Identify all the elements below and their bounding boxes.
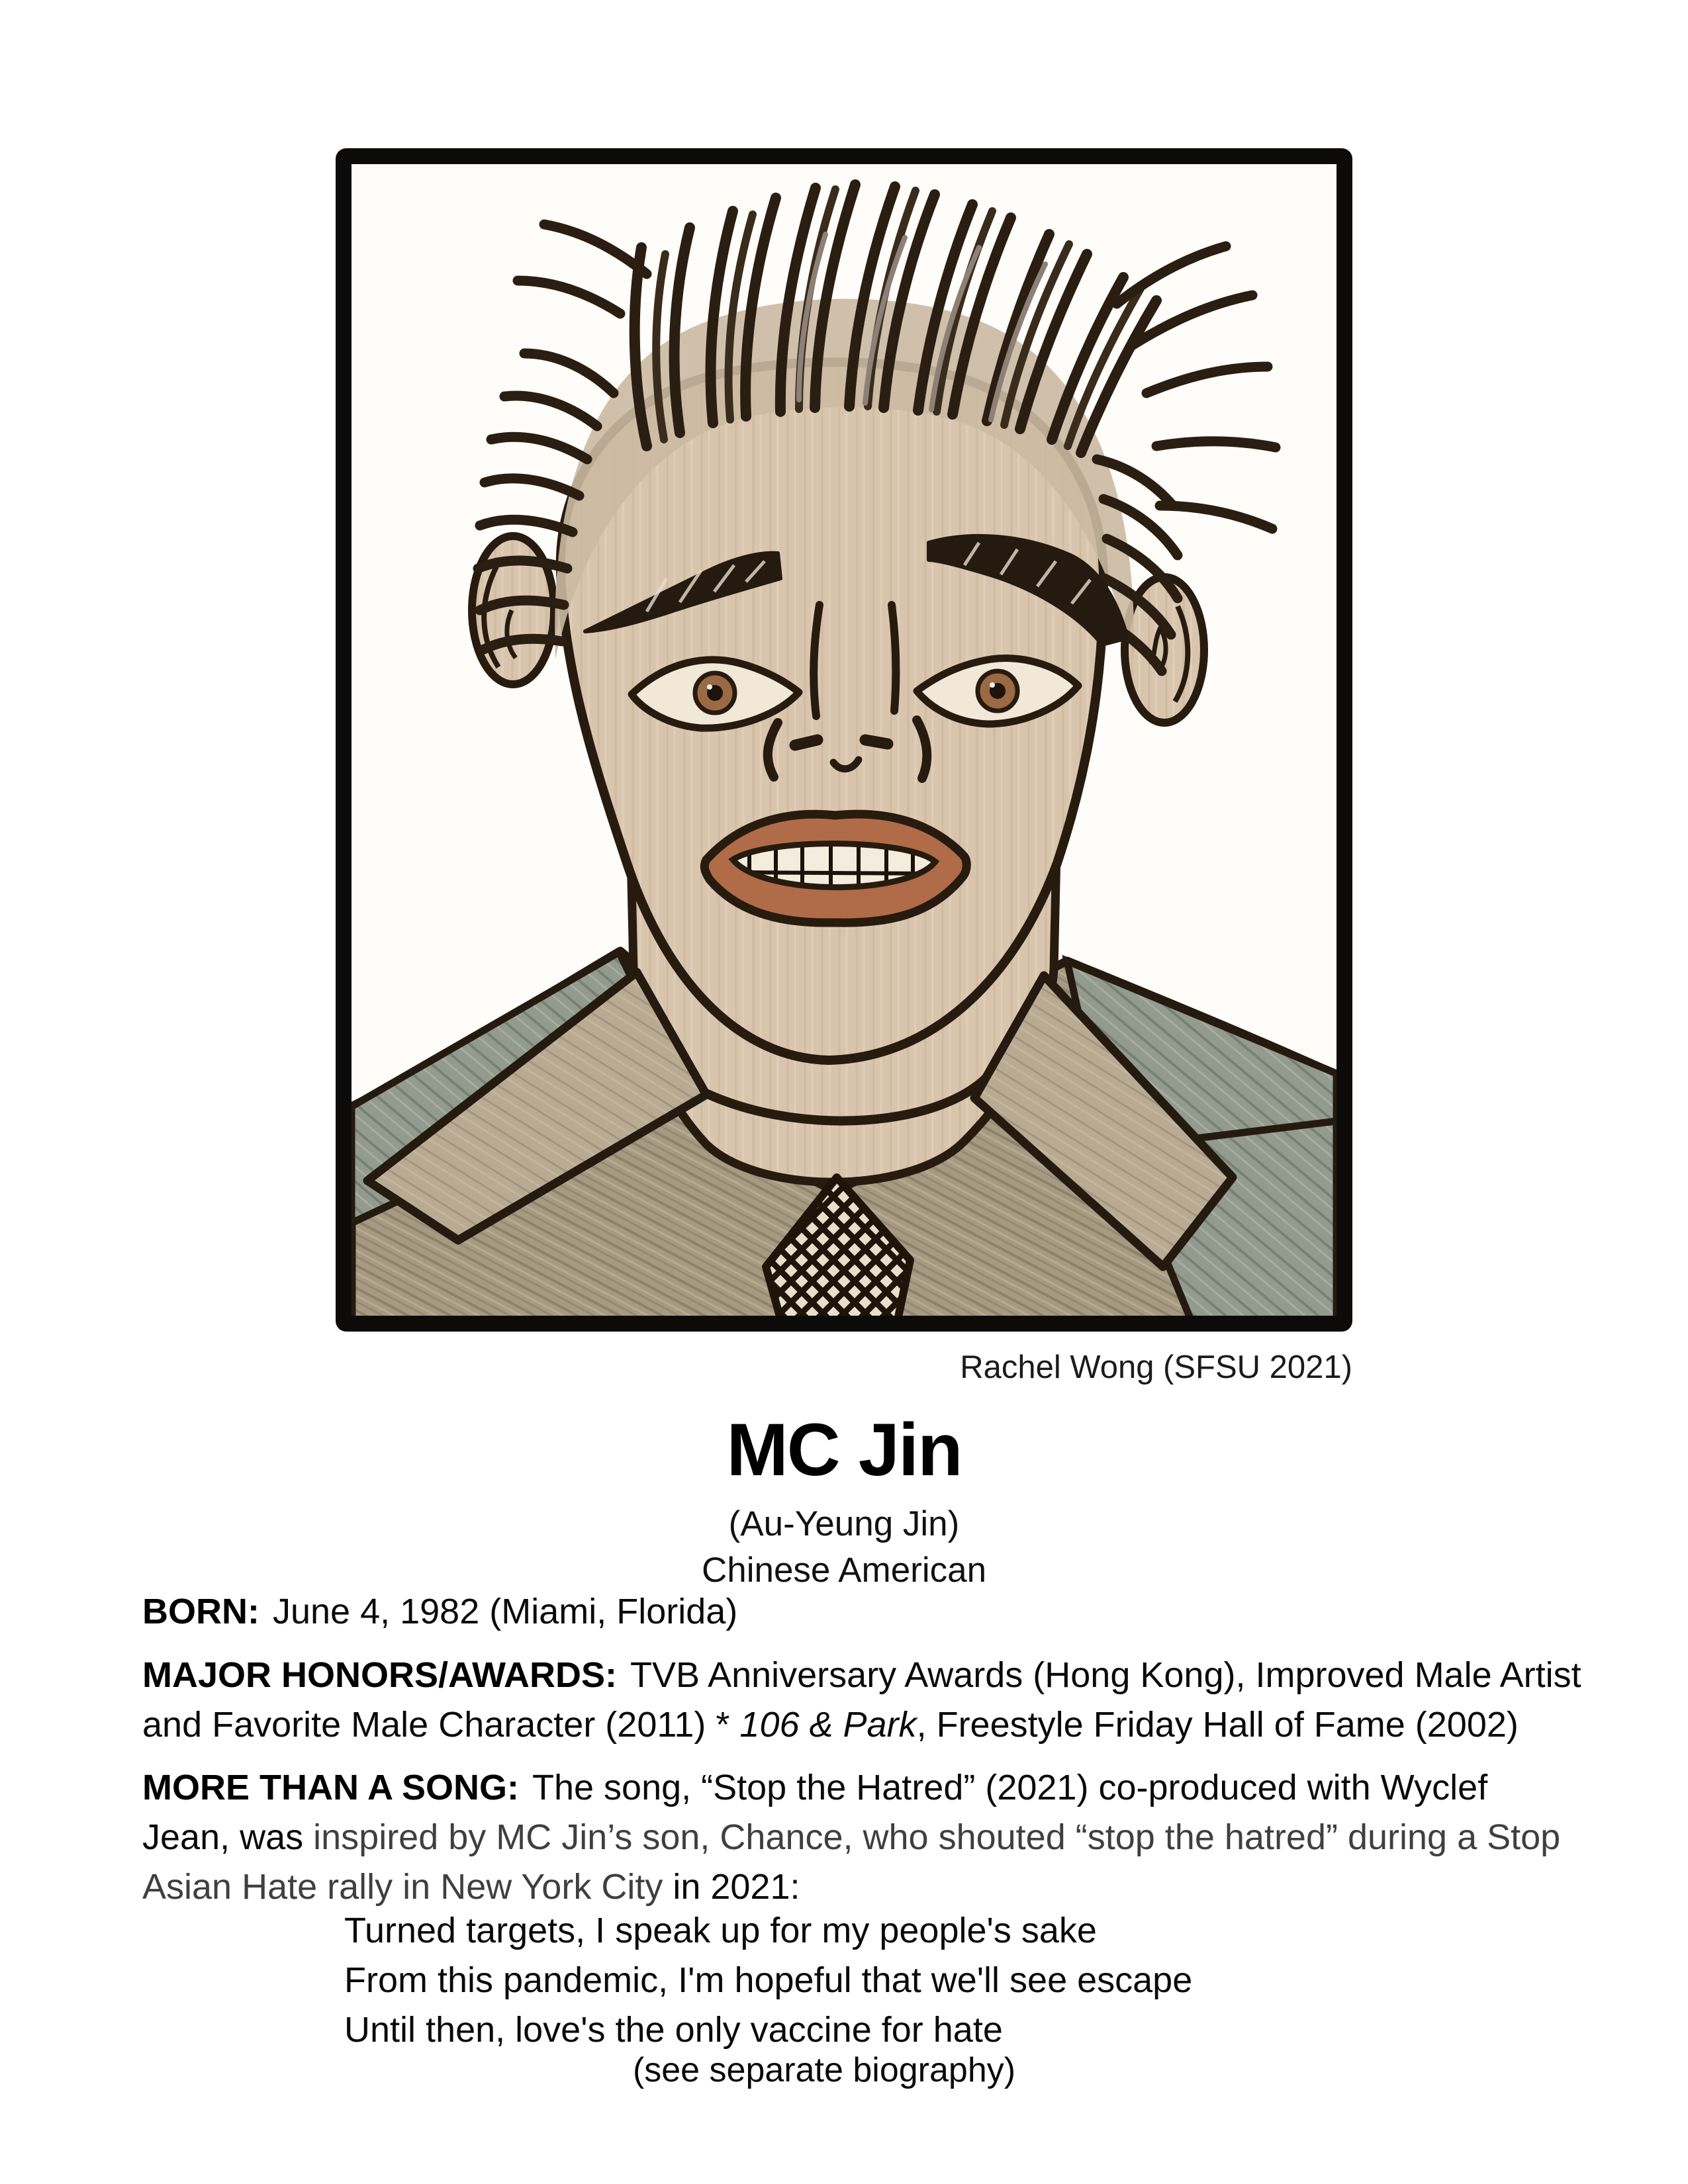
honors-line2-pre: and Favorite Male Character (2011) * xyxy=(142,1705,740,1745)
alias: (Au-Yeung Jin) xyxy=(728,1504,960,1543)
more-line2-gray: inspired by MC Jin’s son, Chance, who shouted “stop the hatred” during a Stop xyxy=(313,1817,1561,1857)
more-label: MORE THAN A SONG: xyxy=(142,1768,519,1807)
born-label: BORN: xyxy=(142,1592,259,1631)
honors-section xyxy=(142,1651,1581,1750)
page-title: MC Jin xyxy=(726,1408,962,1491)
mouth xyxy=(704,814,966,923)
honors-line2-italic: 106 & Park xyxy=(739,1705,917,1745)
portrait-frame xyxy=(336,148,1352,1332)
footnote: (see separate biography) xyxy=(632,2051,1016,2089)
lyric-line-1: Turned targets, I speak up for my people's sake xyxy=(344,1911,1097,1950)
artist-credit: Rachel Wong (SFSU 2021) xyxy=(960,1349,1352,1385)
born-text: June 4, 1982 (Miami, Florida) xyxy=(272,1592,738,1631)
more-line2-black: Jean, was xyxy=(142,1817,314,1857)
more-than-a-song-section xyxy=(142,1763,1560,1912)
honors-label: MAJOR HONORS/AWARDS: xyxy=(142,1655,618,1695)
more-line1: The song, “Stop the Hatred” (2021) co-produced with Wyclef xyxy=(532,1768,1488,1807)
heritage: Chinese American xyxy=(701,1551,987,1590)
honors-line2-post: , Freestyle Friday Hall of Fame (2002) xyxy=(916,1705,1519,1745)
honors-line1: TVB Anniversary Awards (Hong Kong), Improved Male Artist xyxy=(630,1655,1581,1695)
lyric-line-2: From this pandemic, I'm hopeful that we'll see escape xyxy=(344,1960,1193,2000)
lyric-line-3: Until then, love's the only vaccine for hate xyxy=(344,2010,1003,2050)
born-section xyxy=(142,1587,737,1637)
lyrics-block xyxy=(344,1906,1192,2055)
more-line3-gray: Asian Hate rally in New York City xyxy=(142,1867,673,1907)
more-line3-black: in 2021: xyxy=(673,1867,800,1907)
portrait-drawing xyxy=(352,164,1336,1316)
